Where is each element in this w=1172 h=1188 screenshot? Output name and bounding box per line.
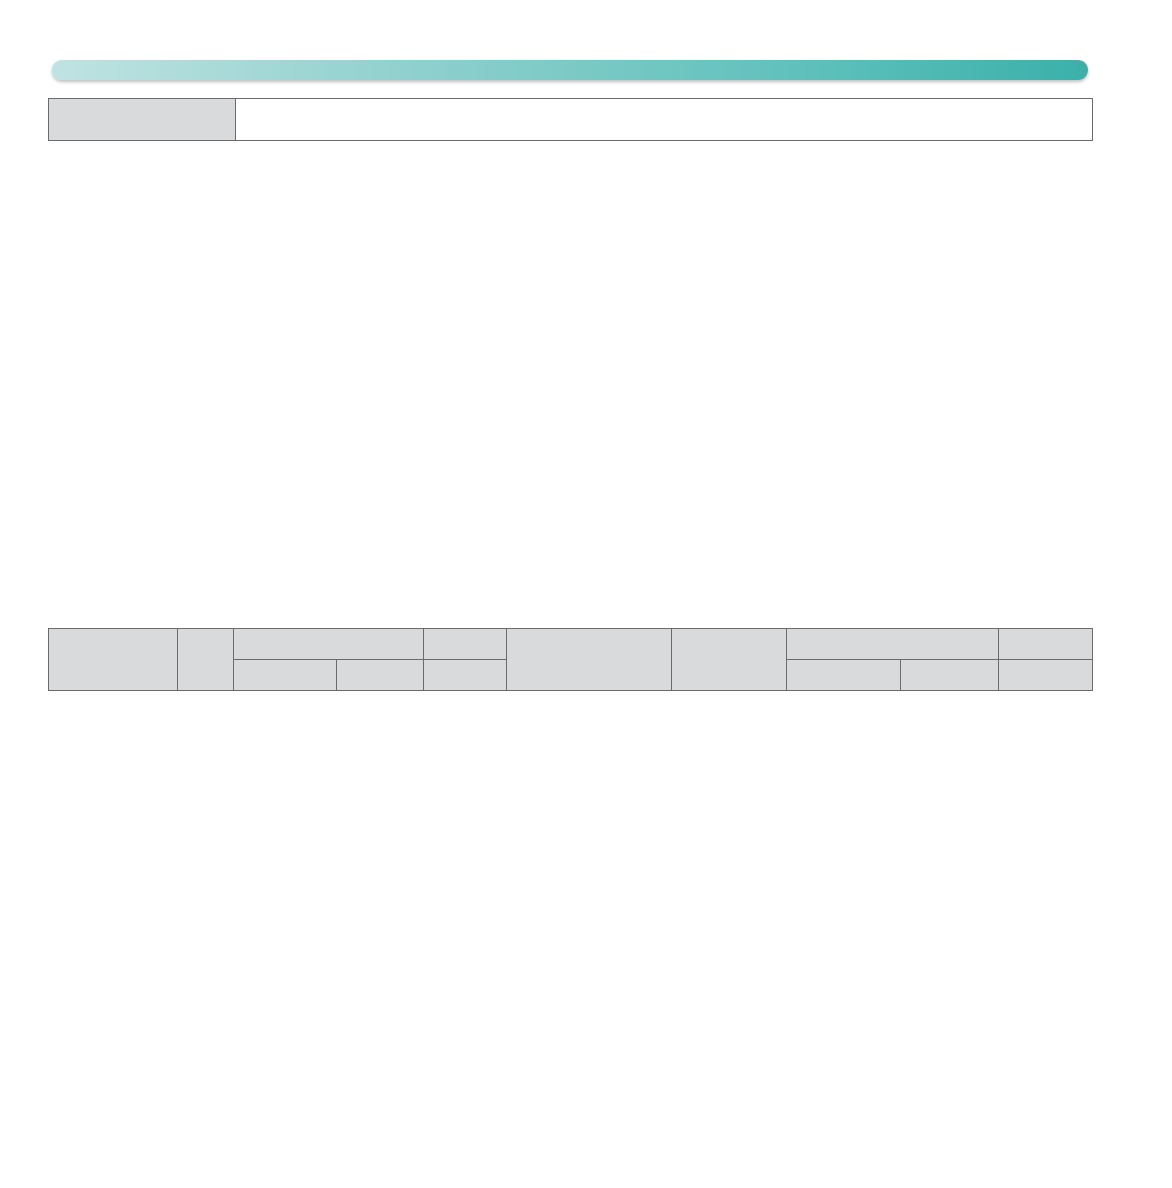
header-tlv <box>424 660 507 691</box>
gas-table <box>48 628 1093 691</box>
header-alarm <box>337 660 424 691</box>
header-range <box>234 660 337 691</box>
title-underline-bar <box>52 60 1088 80</box>
header-tlv <box>999 660 1093 691</box>
header-formula <box>672 629 787 691</box>
spec-table <box>48 98 1093 141</box>
display-spec-cell <box>236 99 1093 141</box>
header-formula <box>178 629 234 691</box>
header-alarm <box>901 660 999 691</box>
header-acgih <box>999 629 1093 660</box>
gas-header-row-1 <box>49 629 1093 660</box>
header-acgih <box>424 629 507 660</box>
header-company-standard <box>787 629 999 660</box>
header-range <box>787 660 901 691</box>
spec-row-display <box>49 99 1093 141</box>
spec-label <box>49 99 236 141</box>
header-company-standard <box>234 629 424 660</box>
section-title <box>48 30 1092 84</box>
header-target-gas <box>49 629 178 691</box>
header-target-gas <box>507 629 672 691</box>
